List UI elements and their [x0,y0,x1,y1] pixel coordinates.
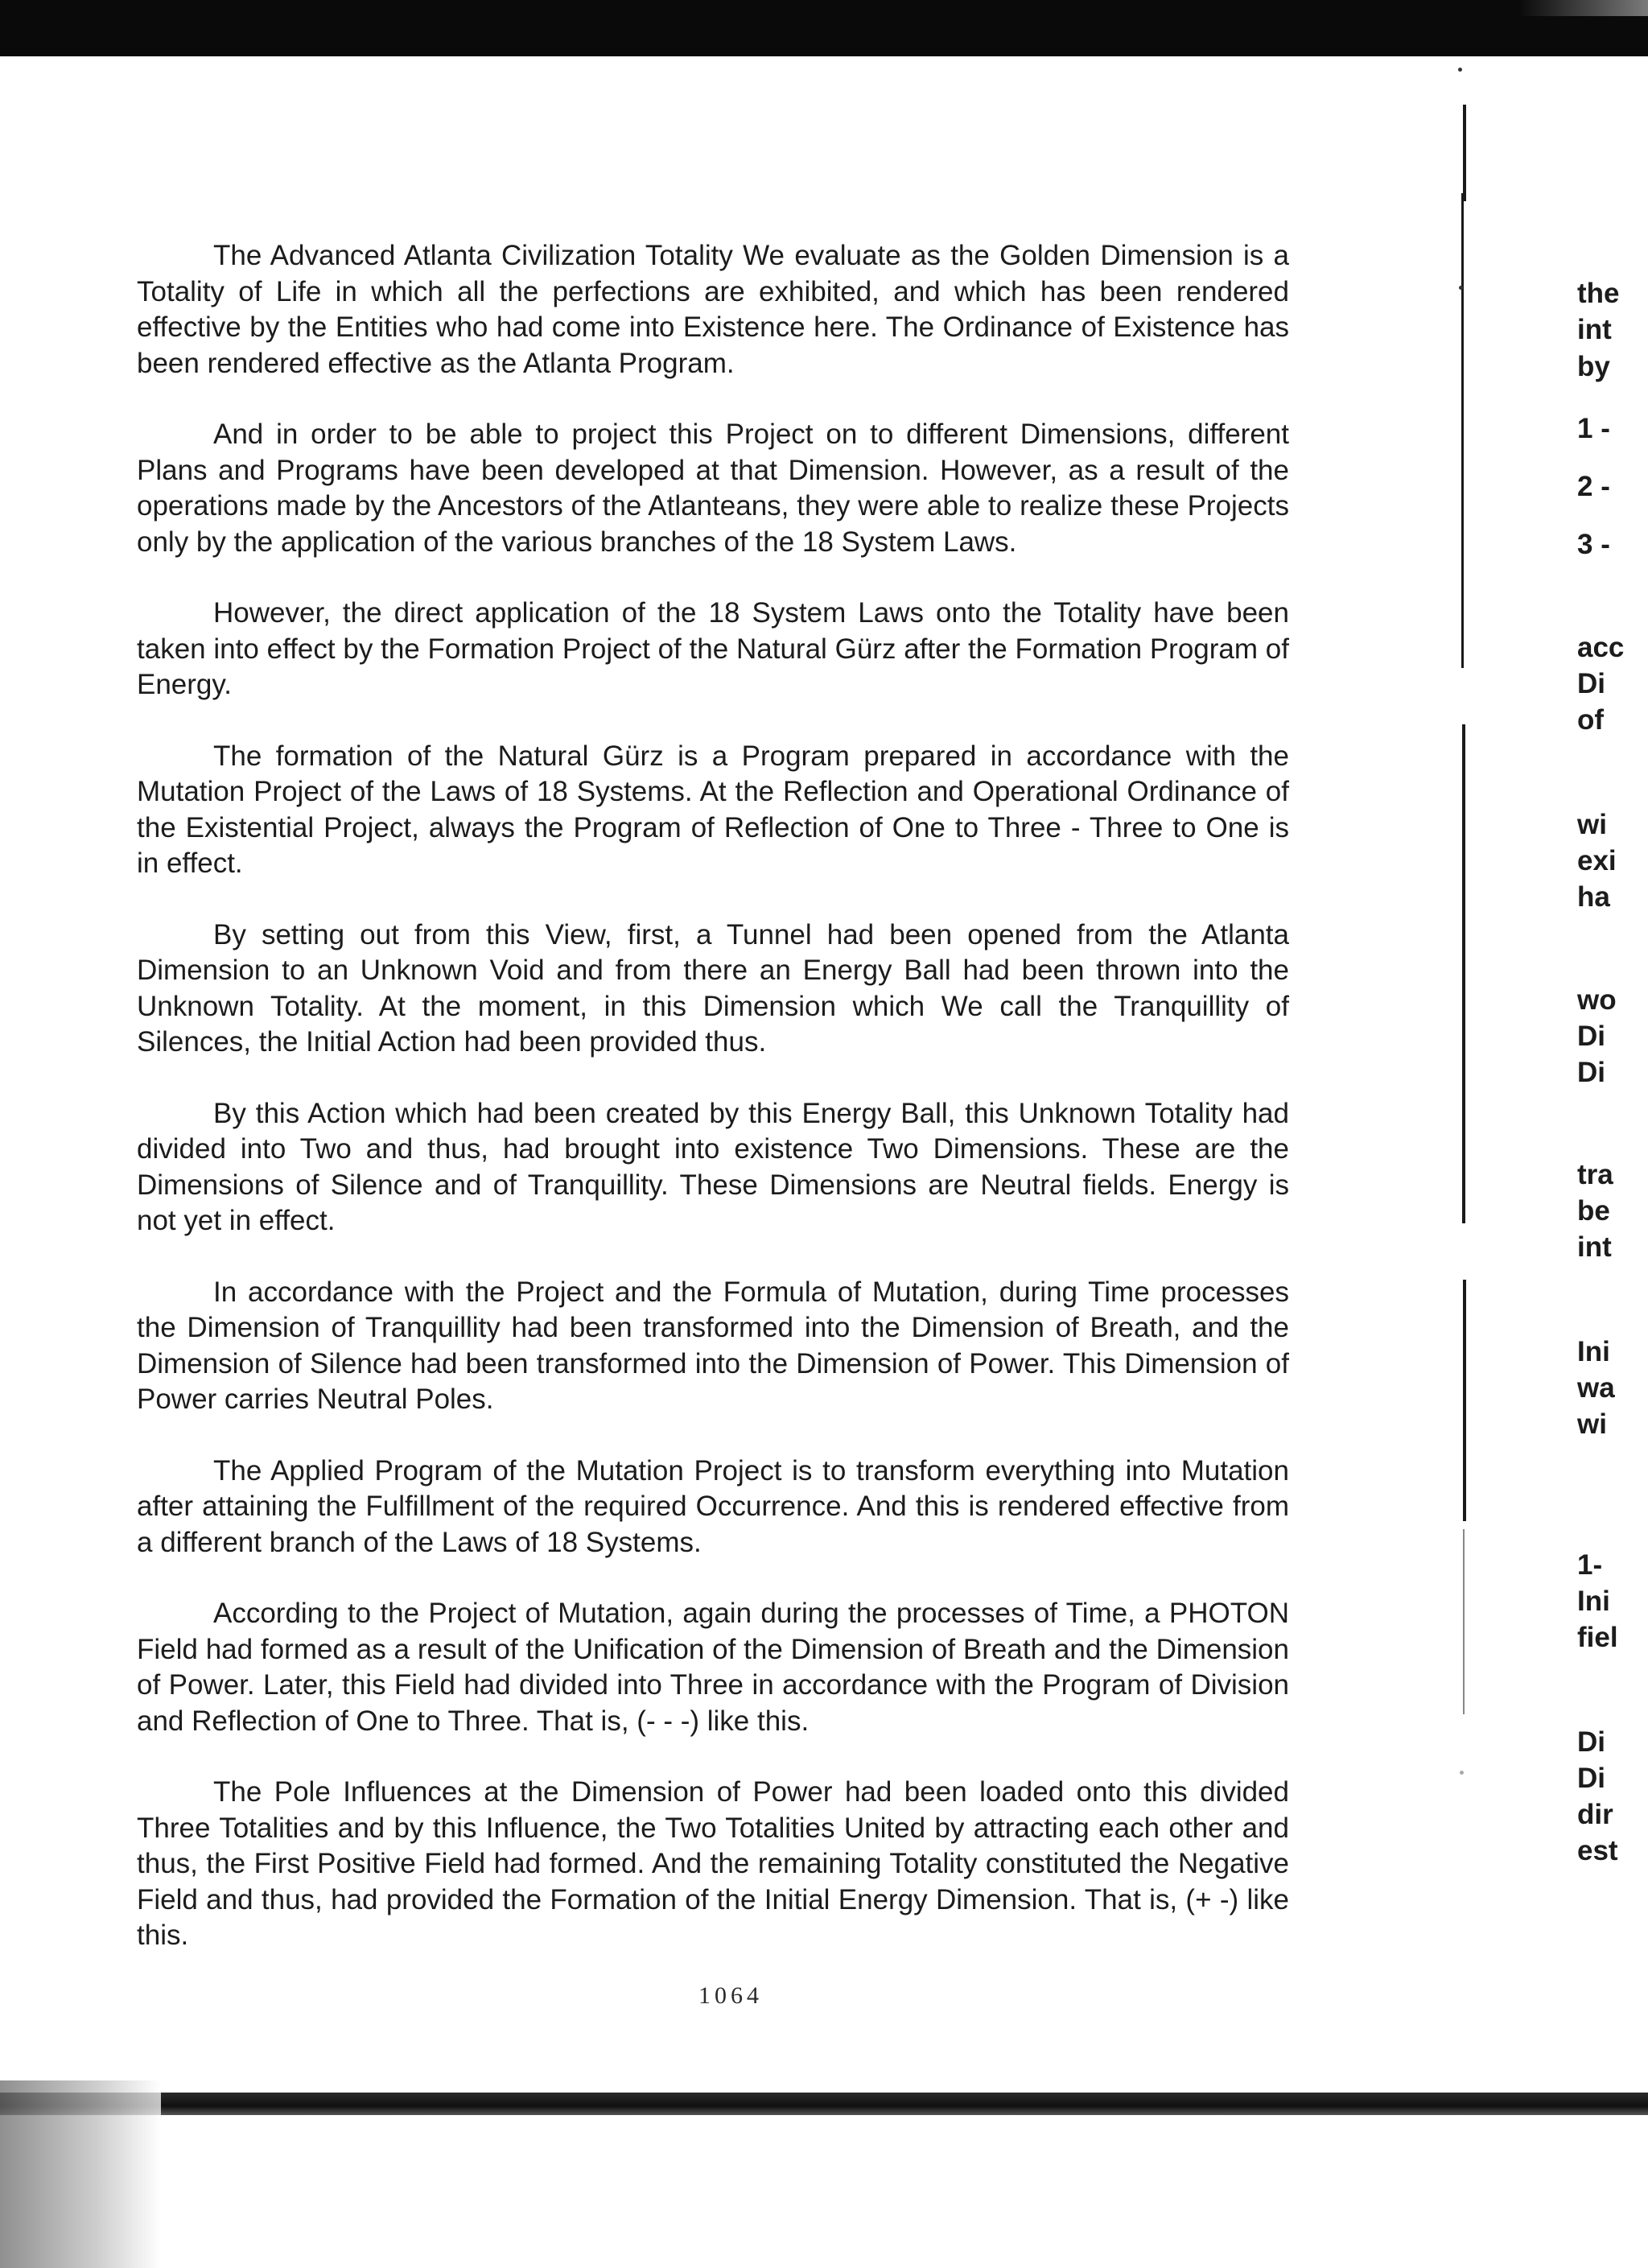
paragraph: And in order to be able to project this Project on to different Dimensions, different Plans and Programs have been developed at that Dimension. However, as a result of the operations made by the Ancestors of the Atlanteans, they were able to realize these Projects only by the application of the various branches of the 18 System Laws. [137,419,1289,558]
facing-page-text: acc [1577,632,1625,663]
facing-page-text: wa [1577,1372,1615,1404]
facing-page-text: Di [1577,1057,1605,1088]
facing-page-text: wo [1577,984,1617,1016]
facing-page-text: fiel [1577,1622,1618,1653]
facing-page-text: Di [1577,1763,1605,1794]
facing-page-text: by [1577,351,1610,382]
scan-top-border [0,0,1648,56]
facing-page-text: wi [1577,1408,1607,1440]
gutter-line [1463,105,1466,201]
facing-page-text: 2 - [1577,471,1610,502]
facing-page-text: of [1577,704,1605,736]
facing-page-text: 3 - [1577,529,1610,560]
paragraph: However, the direct application of the 18 System Laws onto the Totality have been taken into effect by the Formation Project of the Natural Gürz after the Formation Program of Energy. [137,597,1289,700]
facing-page-text: int [1577,1231,1612,1263]
facing-page-text: 1 - [1577,413,1610,444]
facing-page-text: est [1577,1835,1618,1866]
gutter-mark [1459,286,1463,290]
paragraph: By setting out from this View, first, a Tunnel had been opened from the Atlanta Dimension to an Unknown Void and from there an Energy Ball had been thrown into the Unknown Totality. At the moment, in this Dimension which We call the Tranquillity of Silences, the Initial Action had been provided thus. [137,918,1289,1058]
facing-page-text: exi [1577,845,1617,876]
facing-page-text: Di [1577,1021,1605,1052]
paragraph: The formation of the Natural Gürz is a Program prepared in accordance with the Mutation Project of the Laws of 18 Systems. At the Reflection and Operational Ordinance of the Existential Project, always the Program of Reflection of One to Three - Three to One is in effect. [137,740,1289,879]
facing-page-text: Di [1577,668,1605,699]
paragraph: The Applied Program of the Mutation Project is to transform everything into Mutation after attaining the Fulfillment of the required Occurrence. And this is rendered effective from a different branch of the Laws of 18 Systems. [137,1454,1289,1558]
facing-page-text: ha [1577,881,1610,913]
paragraph: The Advanced Atlanta Civilization Totality We evaluate as the Golden Dimension is a Totality of Life in which all the perfections are exhibited, and which has been rendered effective by the Entities who had come into Existence here. The Ordinance of Existence has been rendered effective as the Atlanta Program. [137,240,1289,379]
paragraph: By this Action which had been created by this Energy Ball, this Unknown Totality had divided into Two and thus, had brought into existence Two Dimensions. These are the Dimensions of Silence and of Tranquillity. These Dimensions are Neutral fields. Energy is not yet in effect. [137,1097,1289,1236]
gutter-mark [1458,68,1462,72]
gutter-line [1462,724,1465,1223]
facing-page-fragment [1577,0,1648,2268]
paragraph: The Pole Influences at the Dimension of Power had been loaded onto this divided Three Totalities and by this Influence, the Two Totalities United by attracting each other and thus, the First Positive Field had formed. And the remaining Totality constituted the Negative Field and thus, had provided the Formation of the Initial Energy Dimension. That is, (+ -) like this. [137,1776,1289,1951]
facing-page-text: Ini [1577,1336,1610,1367]
gutter-line [1463,1529,1465,1714]
gutter-line [1463,1280,1466,1521]
scan-bottom-border [0,2093,1648,2115]
paragraph: According to the Project of Mutation, again during the processes of Time, a PHOTON Field had formed as a result of the Unification of the Dimension of Breath and the Dimension of Power. Later, this Field had divided into Three in accordance with the Program of Division and Reflection of One to Three. That is, (- - -) like this. [137,1598,1289,1737]
facing-page-text: wi [1577,809,1607,840]
facing-page-text: dir [1577,1799,1613,1830]
facing-page-text: the [1577,278,1620,309]
main-page-text [137,238,1289,1990]
facing-page-text: be [1577,1195,1610,1227]
facing-page-text: 1- [1577,1549,1603,1581]
facing-page-text: int [1577,314,1612,345]
page-number: 1064 [698,1982,763,2009]
gutter-mark [1460,1771,1464,1775]
facing-page-text: Ini [1577,1586,1610,1617]
scan-corner-artifact [0,2080,161,2268]
gutter-line [1461,193,1464,668]
facing-page-text: tra [1577,1159,1613,1190]
paragraph: In accordance with the Project and the Formula of Mutation, during Time processes the Dimension of Tranquillity had been transformed into the Dimension of Breath, and the Dimension of Silence had been transformed into the Dimension of Power. This Dimension of Power carries Neutral Poles. [137,1276,1289,1415]
facing-page-text: Di [1577,1726,1605,1758]
